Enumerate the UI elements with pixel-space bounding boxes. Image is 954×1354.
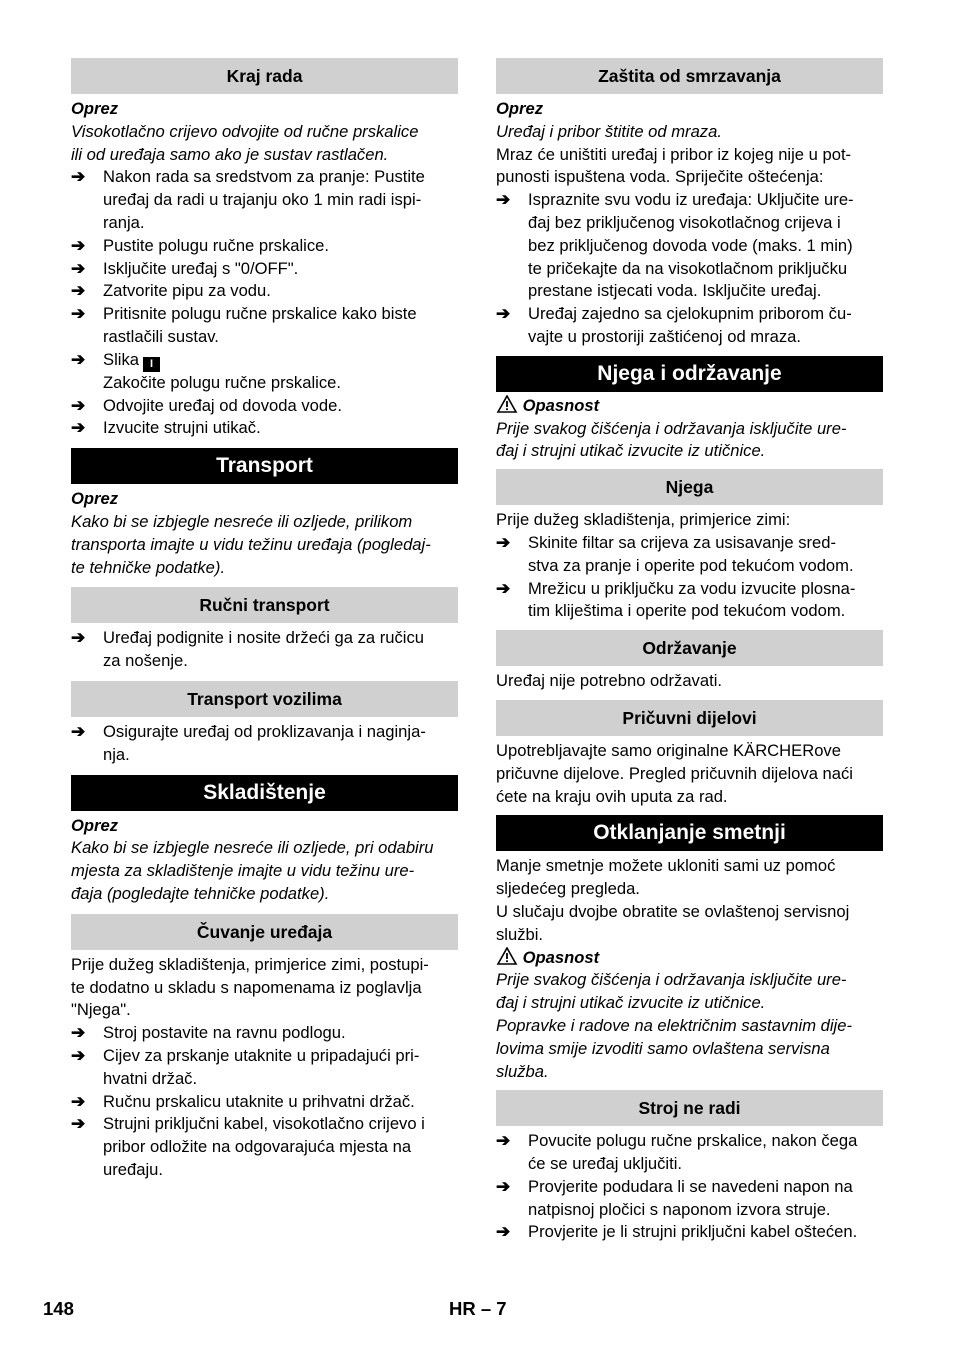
bullet-list xyxy=(71,1022,458,1182)
list-item-line: natpisnoj pločici s naponom izvora struje. xyxy=(528,1199,831,1219)
list-item xyxy=(496,189,883,303)
paragraph: punosti ispuštena voda. Spriječite oštećenja: xyxy=(496,167,824,187)
bullet-list xyxy=(71,395,458,441)
spacer xyxy=(71,906,458,914)
arrow-icon: ➔ xyxy=(71,167,86,187)
list-item-line: Pritisnite polugu ručne prskalice kako biste xyxy=(103,304,417,324)
list-item-line: Povucite polugu ručne prskalice, nakon čega xyxy=(528,1131,858,1151)
list-item-line: hvatni držač. xyxy=(103,1068,198,1088)
left-column xyxy=(71,58,458,1182)
danger-label xyxy=(496,395,883,418)
paragraph: Mraz će uništiti uređaj i pribor iz kojeg nije u pot- xyxy=(496,144,852,164)
list-item xyxy=(71,395,458,418)
caution-text: Kako bi se izbjegle nesreće ili ozljede, pri odabiru xyxy=(71,838,434,858)
list-item-line: Provjerite je li strujni priključni kabel oštećen. xyxy=(528,1222,858,1242)
paragraph: Prije dužeg skladištenja, primjerice zimi: xyxy=(496,510,791,530)
arrow-icon: ➔ xyxy=(496,190,511,210)
arrow-icon: ➔ xyxy=(71,1045,86,1065)
caution-text: Kako bi se izbjegle nesreće ili ozljede, prilikom xyxy=(71,511,413,531)
page-code: HR – 7 xyxy=(449,1298,507,1319)
spacer xyxy=(71,440,458,448)
subsection-heading: Njega xyxy=(496,469,883,505)
arrow-icon: ➔ xyxy=(71,721,86,741)
arrow-icon: ➔ xyxy=(71,1114,86,1134)
paragraph: sljedećeg pregleda. xyxy=(496,879,640,899)
caution-label xyxy=(71,488,458,511)
arrow-icon: ➔ xyxy=(71,1023,86,1043)
subsection-heading: Kraj rada xyxy=(71,58,458,94)
caution-text: Visokotlačno crijevo odvojite od ručne prskalice xyxy=(71,121,419,141)
label-text: Oprez xyxy=(71,489,119,509)
danger-text: Prije svakog čišćenja i održavanja isključite ure- xyxy=(496,970,847,990)
list-item-line: Strujni priključni kabel, visokotlačno crijevo i xyxy=(103,1114,425,1134)
arrow-icon: ➔ xyxy=(496,1131,511,1151)
list-item-line: Skinite filtar sa crijeva za usisavanje sred- xyxy=(528,532,837,552)
list-item-line: Ručnu prskalicu utaknite u prihvatni držač. xyxy=(103,1091,415,1111)
paragraph: Upotrebljavajte samo originalne KÄRCHERove xyxy=(496,740,841,760)
section-heading: Transport xyxy=(71,448,458,484)
spacer xyxy=(496,349,883,356)
danger-text: Popravke i radove na električnim sastavnim dije- xyxy=(496,1015,852,1035)
arrow-icon: ➔ xyxy=(496,578,511,598)
bullet-list xyxy=(496,1130,883,1244)
figure-instruction: Zakočite polugu ručne prskalice. xyxy=(103,372,341,392)
list-item xyxy=(71,1022,458,1045)
danger-label xyxy=(496,947,883,970)
list-item xyxy=(71,235,458,258)
bullet-list xyxy=(71,721,458,767)
arrow-icon: ➔ xyxy=(71,258,86,278)
list-item-line: će se uređaj uključiti. xyxy=(528,1154,683,1174)
spacer xyxy=(496,808,883,815)
list-item xyxy=(496,1176,883,1222)
list-item-line: Uređaj podignite i nosite držeći ga za ručicu xyxy=(103,628,424,648)
list-item-line: Isključite uređaj s "0/OFF". xyxy=(103,258,299,278)
label-text: Oprez xyxy=(496,99,544,118)
list-item-line: uređaj da radi u trajanju oko 1 min radi ispi- xyxy=(103,190,422,210)
section-heading: Skladištenje xyxy=(71,775,458,811)
list-item xyxy=(496,1130,883,1176)
list-item xyxy=(496,578,883,624)
label-text: Opasnost xyxy=(522,947,600,967)
subsection-heading: Zaštita od smrzavanja xyxy=(496,58,883,94)
bullet-list xyxy=(71,349,458,372)
caution-text: Uređaj i pribor štitite od mraza. xyxy=(496,121,722,141)
danger-text: Prije svakog čišćenja i održavanja isključite ure- xyxy=(496,418,847,438)
spacer xyxy=(496,623,883,630)
list-item-line: Cijev za prskanje utaknite u pripadajući pri- xyxy=(103,1045,420,1065)
list-item xyxy=(71,1091,458,1114)
list-item-line: ranja. xyxy=(103,212,145,232)
arrow-icon: ➔ xyxy=(71,349,86,369)
list-item-line: Odvojite uređaj od dovoda vode. xyxy=(103,395,342,415)
subsection-heading: Transport vozilima xyxy=(71,681,458,717)
label-text: Opasnost xyxy=(522,395,600,415)
right-column xyxy=(496,58,883,1244)
bullet-list xyxy=(496,532,883,623)
list-item-line: za nošenje. xyxy=(103,651,188,671)
list-item-line: Mrežicu u priključku za vodu izvucite plosna- xyxy=(528,578,856,598)
arrow-icon: ➔ xyxy=(71,304,86,324)
paragraph: pričuvne dijelove. Pregled pričuvnih dijelova naći xyxy=(496,763,853,783)
list-item-line: bez priključenog dovoda vode (maks. 1 min) xyxy=(528,235,853,255)
subsection-heading: Stroj ne radi xyxy=(496,1090,883,1126)
spacer xyxy=(496,1083,883,1090)
spacer xyxy=(71,767,458,775)
caution-text: đaja (pogledajte tehničke podatke). xyxy=(71,883,330,903)
caution-label xyxy=(71,815,458,838)
danger-text: đaj i strujni utikač izvucite iz utičnice. xyxy=(496,441,766,461)
spacer xyxy=(71,673,458,681)
arrow-icon: ➔ xyxy=(496,1176,511,1196)
list-item xyxy=(71,627,458,673)
list-item-line: Izvucite strujni utikač. xyxy=(103,418,261,438)
caution-text: ili od uređaja samo ako je sustav rastlačen. xyxy=(71,144,389,164)
list-item-line: rastlačili sustav. xyxy=(103,326,219,346)
arrow-icon: ➔ xyxy=(71,395,86,415)
list-item xyxy=(496,1221,883,1244)
page-number: 148 xyxy=(43,1298,74,1319)
list-item-line: Ispraznite svu vodu iz uređaja: Uključite ure- xyxy=(528,190,854,210)
danger-text: đaj i strujni utikač izvucite iz utičnice. xyxy=(496,993,766,1013)
list-item xyxy=(71,258,458,281)
list-item-line: đaj bez priključenog visokotlačnog crijeva i xyxy=(528,212,841,232)
list-item-line: Uređaj zajedno sa cjelokupnim priborom ču- xyxy=(528,304,852,324)
arrow-icon: ➔ xyxy=(71,235,86,255)
subsection-heading: Ručni transport xyxy=(71,587,458,623)
arrow-icon: ➔ xyxy=(496,304,511,324)
list-item-line: uređaju. xyxy=(103,1159,163,1179)
list-item-line: Zatvorite pipu za vodu. xyxy=(103,281,271,301)
label-text: Oprez xyxy=(71,815,119,835)
arrow-icon: ➔ xyxy=(71,418,86,438)
paragraph: "Njega". xyxy=(71,1000,131,1020)
danger-text: lovima smije izvoditi samo ovlaštena servisna xyxy=(496,1038,830,1058)
list-item-line: Stroj postavite na ravnu podlogu. xyxy=(103,1023,346,1043)
paragraph: Uređaj nije potrebno održavati. xyxy=(496,671,722,691)
list-item xyxy=(71,280,458,303)
caution-text: mjesta za skladištenje imajte u vidu težinu ure- xyxy=(71,861,415,881)
list-item-line: nja. xyxy=(103,744,130,764)
spacer xyxy=(496,693,883,700)
paragraph: Manje smetnje možete ukloniti sami uz pomoć xyxy=(496,856,836,876)
bullet-list xyxy=(71,166,458,348)
caution-text: transporta imajte u vidu težinu uređaja (pogledaj- xyxy=(71,534,431,554)
figure-label: Slika xyxy=(103,349,139,369)
paragraph: službi. xyxy=(496,924,544,944)
section-heading: Otklanjanje smetnji xyxy=(496,815,883,851)
list-item-line: Nakon rada sa sredstvom za pranje: Pustite xyxy=(103,167,425,187)
caution-label xyxy=(71,98,458,121)
bullet-list xyxy=(496,189,883,349)
paragraph: te dodatno u skladu s napomenama iz poglavlja xyxy=(71,977,422,997)
subsection-heading: Održavanje xyxy=(496,630,883,666)
list-item xyxy=(496,532,883,578)
list-item-line: Pustite polugu ručne prskalice. xyxy=(103,235,329,255)
arrow-icon: ➔ xyxy=(496,1222,511,1242)
warning-triangle-icon xyxy=(496,395,518,413)
figure-number-badge: I xyxy=(143,357,160,372)
warning-triangle-icon xyxy=(496,947,518,965)
list-item-line: pribor odložite na odgovarajuća mjesta na xyxy=(103,1137,412,1157)
list-item xyxy=(71,166,458,234)
list-item xyxy=(71,1113,458,1181)
label-text: Oprez xyxy=(71,99,119,118)
subsection-heading: Pričuvni dijelovi xyxy=(496,700,883,736)
list-item xyxy=(71,303,458,349)
list-item-line: Provjerite podudara li se navedeni napon na xyxy=(528,1176,853,1196)
arrow-icon: ➔ xyxy=(71,1091,86,1111)
list-item-line: tim kliještima i operite pod tekućom vodom. xyxy=(528,601,846,621)
list-item xyxy=(71,721,458,767)
caution-label xyxy=(496,98,883,121)
arrow-icon: ➔ xyxy=(496,532,511,552)
danger-text: služba. xyxy=(496,1061,549,1081)
list-item xyxy=(496,303,883,349)
list-item-line: stva za pranje i operite pod tekućom vodom. xyxy=(528,555,854,575)
paragraph: U slučaju dvojbe obratite se ovlaštenoj servisnoj xyxy=(496,901,850,921)
spacer xyxy=(71,579,458,587)
list-item-line: vajte u prostoriji zaštićenoj od mraza. xyxy=(528,326,801,346)
list-item-line: Osigurajte uređaj od proklizavanja i naginja- xyxy=(103,721,426,741)
arrow-icon: ➔ xyxy=(71,281,86,301)
list-item xyxy=(71,1045,458,1091)
paragraph: ćete na kraju ovih uputa za rad. xyxy=(496,786,728,806)
list-item-line: te pričekajte da na visokotlačnom priključku xyxy=(528,258,848,278)
paragraph: Prije dužeg skladištenja, primjerice zimi, postupi- xyxy=(71,954,429,974)
list-item xyxy=(71,349,458,372)
arrow-icon: ➔ xyxy=(71,628,86,648)
list-item xyxy=(71,417,458,440)
section-heading: Njega i održavanje xyxy=(496,356,883,392)
list-item-line: prestane istjecati voda. Isključite uređaj. xyxy=(528,281,822,301)
figure-reference xyxy=(103,349,458,372)
bullet-list xyxy=(71,627,458,673)
caution-text: te tehničke podatke). xyxy=(71,557,226,577)
subsection-heading: Čuvanje uređaja xyxy=(71,914,458,950)
